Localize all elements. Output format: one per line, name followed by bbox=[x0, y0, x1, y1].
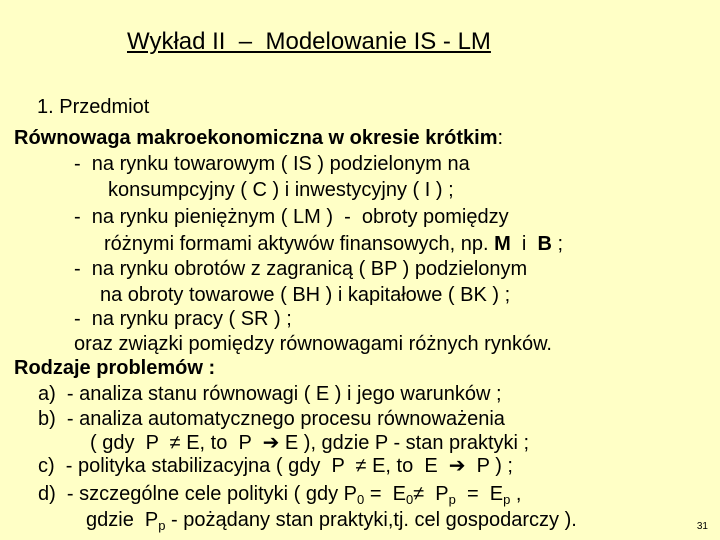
text-fragment: gdzie P bbox=[86, 509, 159, 531]
bullet-money: - na rynku pieniężnym ( LM ) - obroty pomiędzy bbox=[74, 206, 509, 228]
problem-d-cont bbox=[86, 508, 577, 538]
text-fragment: d) - szczególne cele polityki ( gdy P bbox=[38, 483, 358, 505]
text-fragment: E ), gdzie P - stan praktyki ; bbox=[279, 432, 530, 454]
slide-title: Wykład II – Modelowanie IS - LM bbox=[127, 28, 491, 55]
text-fragment: , bbox=[510, 483, 522, 505]
not-equal-symbol: ≠ bbox=[413, 483, 425, 505]
lead-line bbox=[14, 126, 503, 150]
page-number: 31 bbox=[696, 521, 708, 532]
lead-tail: : bbox=[497, 127, 504, 149]
lead-bold: Równowaga makroekonomiczna w okresie krótkim bbox=[14, 127, 498, 149]
assets-b: B bbox=[537, 233, 552, 255]
assets-text: różnymi formami aktywów finansowych, np. bbox=[104, 233, 495, 255]
problems-heading: Rodzaje problemów : bbox=[14, 357, 216, 379]
arrow-right-icon: ➔ bbox=[448, 455, 466, 477]
not-equal-symbol: ≠ bbox=[169, 432, 181, 454]
text-fragment: P ) ; bbox=[465, 455, 513, 477]
bullet-labour: - na rynku pracy ( SR ) ; bbox=[74, 308, 292, 330]
assets-end: ; bbox=[551, 233, 564, 255]
bullet-foreign-cont: na obroty towarowe ( BH ) i kapitałowe ( BK ) ; bbox=[100, 284, 511, 306]
section-heading: 1. Przedmiot bbox=[37, 96, 150, 118]
bullet-money-cont bbox=[104, 232, 563, 256]
text-fragment: E, to P bbox=[180, 432, 263, 454]
subscript: p bbox=[158, 518, 166, 533]
text-fragment: E, to E bbox=[366, 455, 449, 477]
assets-i: i bbox=[510, 233, 538, 255]
relations-line: oraz związki pomiędzy równowagami różnych rynków. bbox=[74, 333, 552, 355]
not-equal-symbol: ≠ bbox=[355, 455, 367, 477]
subscript: p bbox=[448, 492, 456, 507]
assets-m: M bbox=[494, 233, 511, 255]
subscript: 0 bbox=[405, 492, 414, 507]
problem-b-cont bbox=[90, 431, 529, 455]
text-fragment: = E bbox=[455, 483, 504, 505]
text-fragment: ( gdy P bbox=[90, 432, 170, 454]
arrow-right-icon: ➔ bbox=[262, 432, 280, 454]
problem-b: b) - analiza automatycznego procesu równoważenia bbox=[38, 408, 505, 430]
subscript: p bbox=[503, 492, 511, 507]
text-fragment: - pożądany stan praktyki,tj. cel gospodarczy ). bbox=[165, 509, 577, 531]
bullet-foreign: - na rynku obrotów z zagranicą ( BP ) podzielonym bbox=[74, 258, 528, 280]
problem-a: a) - analiza stanu równowagi ( E ) i jego warunków ; bbox=[38, 383, 502, 405]
text-fragment: P bbox=[424, 483, 449, 505]
bullet-goods-cont: konsumpcyjny ( C ) i inwestycyjny ( I ) ; bbox=[108, 179, 454, 201]
text-fragment: = E bbox=[364, 483, 406, 505]
bullet-goods: - na rynku towarowym ( IS ) podzielonym na bbox=[74, 153, 470, 175]
problem-c bbox=[38, 454, 513, 478]
text-fragment: c) - polityka stabilizacyjna ( gdy P bbox=[38, 455, 356, 477]
subscript: 0 bbox=[357, 492, 365, 507]
